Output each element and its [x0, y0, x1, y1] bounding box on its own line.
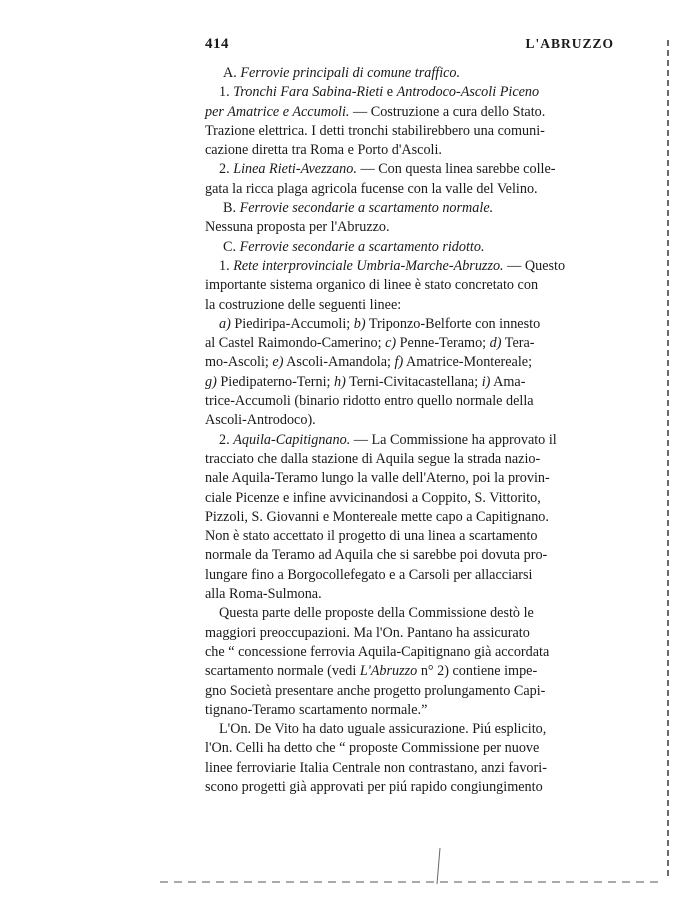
- para-5-line-3: mo-Ascoli; e) Ascoli-Amandola; f) Amatrice-Montereale;: [205, 354, 533, 371]
- para-8-line-1: L'On. De Vito ha dato uguale assicurazione. Piú esplicito,: [219, 721, 547, 738]
- para-1-line-3: Trazione elettrica. I detti tronchi stabilirebbero una comuni-: [205, 122, 545, 139]
- para-2-line-2: gata la ricca plaga agricola fucense con la valle del Velino.: [205, 180, 538, 197]
- para-6-line-6: Non è stato accettato il progetto di una linea a scartamento: [205, 528, 538, 545]
- para-6-line-4: ciale Picenze e infine avvicinandosi a Coppito, S. Vittorito,: [205, 489, 541, 506]
- heading-c: C. Ferrovie secondarie a scartamento ridotto.: [223, 238, 485, 255]
- article-body: [205, 64, 614, 797]
- para-1-line-1: 1. Tronchi Fara Sabina-Rieti e Antrodoco-Ascoli Piceno: [219, 84, 540, 101]
- page-number: 414: [205, 36, 229, 52]
- para-6-line-7: normale da Teramo ad Aquila che si sarebbe poi dovuta pro-: [205, 547, 548, 564]
- para-5-line-5: trice-Accumoli (binario ridotto entro quello normale della: [205, 393, 534, 410]
- para-8-line-2: l'On. Celli ha detto che “ proposte Commissione per nuove: [205, 740, 540, 757]
- para-1-line-4: cazione diretta tra Roma e Porto d'Ascoli.: [205, 142, 442, 159]
- para-5-line-2: al Castel Raimondo-Camerino; c) Penne-Teramo; d) Tera-: [205, 335, 535, 352]
- heading-a: A. Ferrovie principali di comune traffico.: [223, 65, 461, 81]
- para-4-line-2: importante sistema organico di linee è stato concretato con: [205, 277, 539, 294]
- para-7-line-1: Questa parte delle proposte della Commissione destò le: [219, 605, 534, 622]
- heading-b: B. Ferrovie secondarie a scartamento normale.: [223, 200, 494, 217]
- para-6-line-1: 2. Aquila-Capitignano. — La Commissione ha approvato il: [219, 431, 557, 448]
- para-8-line-3: linee ferroviarie Italia Centrale non contrastano, anzi favori-: [205, 759, 547, 776]
- para-8-line-4: scono progetti già approvati per piú rapido congiungimento: [205, 778, 543, 795]
- para-5-line-6: Ascoli-Antrodoco).: [205, 412, 316, 429]
- running-head: L'ABRUZZO: [525, 36, 614, 51]
- para-7-line-3: che “ concessione ferrovia Aquila-Capitignano già accordata: [205, 643, 550, 660]
- para-7-line-4: scartamento normale (vedi L'Abruzzo n° 2) contiene impe-: [205, 663, 538, 680]
- para-7-line-5: gno Società presentare anche progetto prolungamento Capi-: [205, 682, 546, 699]
- para-6-line-8: lungare fino a Borgocollefegato e a Carsoli per allacciarsi: [205, 566, 533, 583]
- para-5-line-1: a) Piediripa-Accumoli; b) Triponzo-Belforte con innesto: [219, 315, 541, 332]
- para-5-line-4: g) Piedipaterno-Terni; h) Terni-Civitacastellana; i) Ama-: [205, 373, 526, 390]
- pencil-mark: [437, 848, 440, 884]
- para-7-line-2: maggiori preoccupazioni. Ma l'On. Pantano ha assicurato: [205, 624, 530, 641]
- para-3: Nessuna proposta per l'Abruzzo.: [205, 219, 390, 236]
- para-6-line-9: alla Roma-Sulmona.: [205, 586, 322, 603]
- para-7-line-6: tignano-Teramo scartamento normale.”: [205, 701, 428, 718]
- para-2-line-1: 2. Linea Rieti-Avezzano. — Con questa linea sarebbe colle-: [219, 161, 556, 178]
- para-6-line-3: nale Aquila-Teramo lungo la valle dell'Aterno, poi la provin-: [205, 470, 550, 487]
- para-4-line-3: la costruzione delle seguenti linee:: [205, 296, 402, 313]
- para-6-line-5: Pizzoli, S. Giovanni e Montereale mette capo a Capitignano.: [205, 508, 549, 525]
- para-4-line-1: 1. Rete interprovinciale Umbria-Marche-Abruzzo. — Questo: [219, 257, 566, 274]
- para-6-line-2: tracciato che dalla stazione di Aquila segue la strada nazio-: [205, 450, 541, 467]
- para-1-line-2: per Amatrice e Accumoli. — Costruzione a cura dello Stato.: [205, 103, 546, 120]
